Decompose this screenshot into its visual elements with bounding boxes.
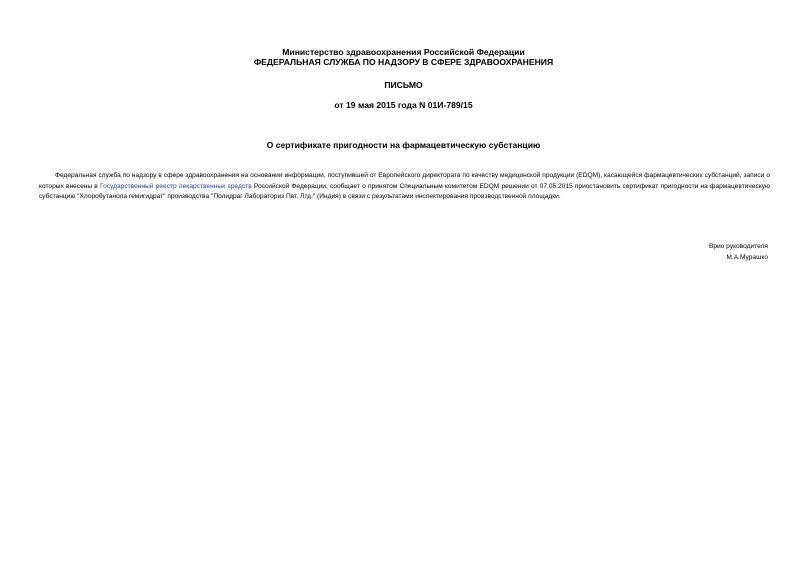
registry-link[interactable]: Государственный реестр лекарственных средств (99, 182, 252, 190)
document-type: ПИСЬМО (384, 80, 423, 90)
signature-position: Врио руководителя (708, 243, 768, 250)
service-heading: ФЕДЕРАЛЬНАЯ СЛУЖБА ПО НАДЗОРУ В СФЕРЕ ЗДРАВООХРАНЕНИЯ (253, 57, 554, 67)
body-paragraph (39, 171, 770, 203)
document-date-number: от 19 мая 2015 года N 01И-789/15 (334, 100, 473, 110)
ministry-heading: Министерство здравоохранения Российской Федерации (282, 47, 525, 57)
body-text-part2: Российской Федерации, сообщает о принятом Специальным комитетом EDQM решении от 07.05.2015 приостановить сертификат пригодности на фармацевтическую субстанцию "Хлоробутанола гемигидрат" производства "Полидраг Лабораториз Пвт. Лтд." (Индия) в связи с результатами инспектирования производственной площадки. (39, 182, 771, 200)
document-subject: О сертификате пригодности на фармацевтическую субстанцию (266, 140, 541, 150)
signature-name: М.А.Мурашко (726, 254, 768, 261)
body-text-part1: Федеральная служба по надзору в сфере здравоохранения на основании информации, поступившей от Европейского директората по качеству медицинской продукции (EDQM), касающейся фармацевтических субстанций, записи о которых внесены в (39, 172, 770, 190)
